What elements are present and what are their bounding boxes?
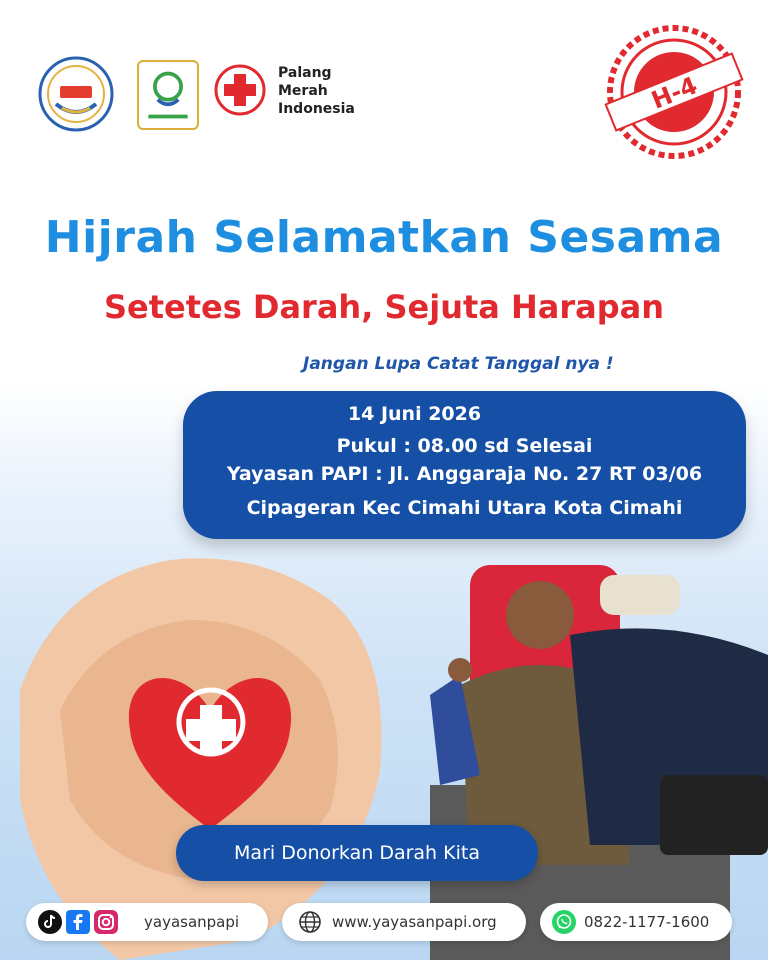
subheadline: Setetes Darah, Sejuta Harapan xyxy=(103,288,665,326)
whatsapp-icon xyxy=(552,910,576,934)
phone-pill[interactable] xyxy=(540,903,732,941)
pmi-name-line1: Palang xyxy=(278,65,332,81)
instagram-icon[interactable] xyxy=(94,910,118,934)
tiktok-icon[interactable] xyxy=(38,910,62,934)
donate-cta-button[interactable]: Mari Donorkan Darah Kita xyxy=(176,825,538,881)
papi-logo xyxy=(38,56,114,132)
social-pill[interactable] xyxy=(26,903,268,941)
social-handle: yayasanpapi xyxy=(144,913,240,931)
pmi-name-line2: Merah xyxy=(278,83,328,99)
event-address-line2: Cipageran Kec Cimahi Utara Kota Cimahi xyxy=(246,497,683,519)
phone-number[interactable]: 0822-1177-1600 xyxy=(584,913,710,931)
stamp-label: H-4 xyxy=(647,71,702,115)
lembaga-wakaf-logo xyxy=(137,60,199,130)
headline: Hijrah Selamatkan Sesama xyxy=(44,212,724,263)
event-address-line1: Yayasan PAPI : Jl. Anggaraja No. 27 RT 03/06 xyxy=(226,463,703,485)
facebook-icon[interactable] xyxy=(66,910,90,934)
globe-icon xyxy=(298,910,322,934)
countdown-stamp xyxy=(604,22,744,162)
blood-donation-photo xyxy=(400,545,768,960)
pmi-name xyxy=(278,64,355,118)
date-reminder: Jangan Lupa Catat Tanggal nya ! xyxy=(303,354,614,374)
event-time: Pukul : 08.00 sd Selesai xyxy=(336,435,593,457)
website-pill[interactable] xyxy=(282,903,526,941)
event-date: 14 Juni 2026 xyxy=(347,403,482,425)
website-link[interactable]: www.yayasanpapi.org xyxy=(332,913,497,931)
pmi-name-line3: Indonesia xyxy=(278,101,355,117)
pmi-logo xyxy=(214,64,266,116)
event-info-box xyxy=(183,391,746,539)
hands-heart-illustration xyxy=(0,540,420,960)
